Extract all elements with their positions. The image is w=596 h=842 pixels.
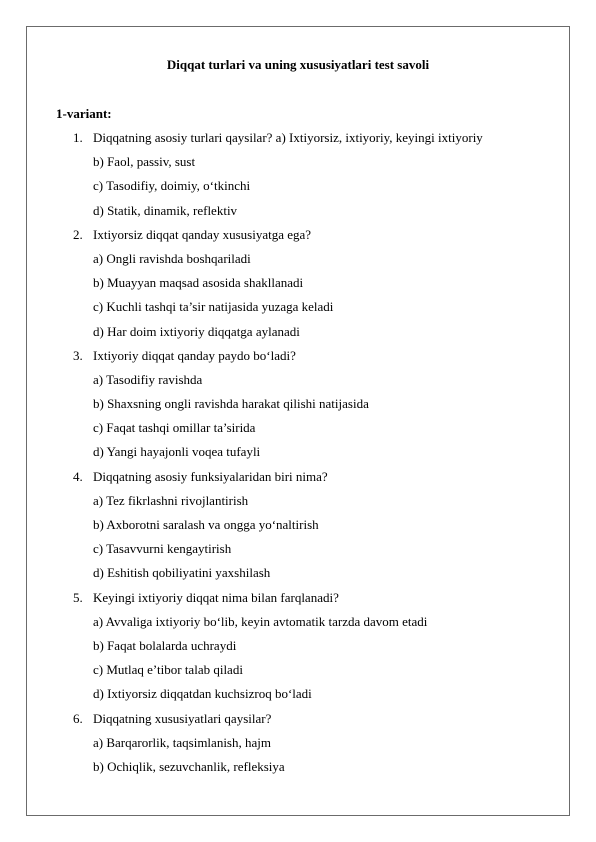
answer-option-text: c) Faqat tashqi omillar ta’sirida [93, 420, 256, 436]
answer-option-text: a) Barqarorlik, taqsimlanish, hajm [93, 734, 271, 750]
document-title: Diqqat turlari va uning xususiyatlari test savoli [166, 57, 430, 72]
answer-option-text: b) Shaxsning ongli ravishda harakat qilishi natijasida [93, 396, 369, 412]
answer-option [0, 612, 596, 636]
answer-option [0, 684, 596, 708]
answer-option-text: c) Tasodifiy, doimiy, o‘tkinchi [93, 178, 251, 194]
answer-option-text: d) Ixtiyorsiz diqqatdan kuchsizroq bo‘ladi [93, 686, 312, 702]
question-item [0, 225, 596, 249]
answer-option-text: b) Axborotni saralash va ongga yo‘naltirish [93, 517, 319, 532]
answer-option [0, 273, 596, 297]
answer-option [0, 636, 596, 660]
answer-option [0, 201, 596, 225]
question-item [0, 128, 596, 152]
answer-option [0, 249, 596, 273]
question-text: Keyingi ixtiyoriy diqqat nima bilan farqlanadi? [93, 589, 339, 605]
answer-option [0, 757, 596, 781]
question-list [0, 128, 596, 781]
answer-option [0, 539, 596, 563]
answer-option-text: b) Ochiqlik, sezuvchanlik, refleksiya [93, 758, 285, 774]
answer-option-text: d) Eshitish qobiliyatini yaxshilash [93, 565, 271, 581]
answer-option [0, 370, 596, 394]
answer-option-text: c) Tasavvurni kengaytirish [93, 541, 232, 557]
answer-option [0, 660, 596, 684]
answer-option-text: c) Mutlaq e’tibor talab qiladi [93, 662, 243, 678]
answer-option-text: d) Har doim ixtiyoriy diqqatga aylanadi [93, 323, 300, 339]
answer-option [0, 442, 596, 466]
question-number: 1. [73, 130, 83, 145]
question-number: 3. [73, 347, 83, 363]
answer-option-text: d) Yangi hayajonli voqea tufayli [93, 444, 261, 460]
question-text: Ixtiyorsiz diqqat qanday xususiyatga ega? [93, 226, 312, 242]
answer-option-text: a) Tasodifiy ravishda [93, 371, 203, 387]
question-item [0, 346, 596, 370]
question-text: Ixtiyoriy diqqat qanday paydo bo‘ladi? [93, 347, 296, 363]
answer-option-text: b) Faol, passiv, sust [93, 154, 196, 170]
question-number: 6. [73, 710, 83, 726]
answer-option [0, 176, 596, 200]
answer-option-text: d) Statik, dinamik, reflektiv [93, 202, 238, 218]
answer-option-text: b) Faqat bolalarda uchraydi [93, 637, 237, 653]
answer-option-text: b) Muayyan maqsad asosida shakllanadi [93, 275, 304, 291]
answer-option-text: a) Tez fikrlashni rivojlantirish [93, 492, 249, 508]
answer-option-text: c) Kuchli tashqi ta’sir natijasida yuzaga keladi [93, 299, 334, 315]
answer-option [0, 733, 596, 757]
question-text: Diqqatning asosiy turlari qaysilar? a) Ixtiyorsiz, ixtiyoriy, keyingi ixtiyoriy [93, 130, 483, 145]
question-text: Diqqatning xususiyatlari qaysilar? [93, 710, 272, 726]
answer-option-text: a) Avvaliga ixtiyoriy bo‘lib, keyin avtomatik tarzda davom etadi [93, 613, 428, 629]
answer-option [0, 297, 596, 321]
question-text: Diqqatning asosiy funksiyalaridan biri nima? [93, 468, 328, 484]
answer-option-text: a) Ongli ravishda boshqariladi [93, 250, 251, 266]
question-item [0, 709, 596, 733]
question-number: 5. [73, 589, 83, 605]
question-number: 4. [73, 468, 83, 484]
question-item [0, 467, 596, 491]
question-item [0, 588, 596, 612]
answer-option [0, 152, 596, 176]
question-number: 2. [73, 226, 83, 242]
answer-option [0, 322, 596, 346]
answer-option [0, 418, 596, 442]
variant-label: 1-variant: [56, 106, 112, 121]
answer-option [0, 515, 596, 539]
answer-option [0, 491, 596, 515]
answer-option [0, 394, 596, 418]
answer-option [0, 563, 596, 587]
